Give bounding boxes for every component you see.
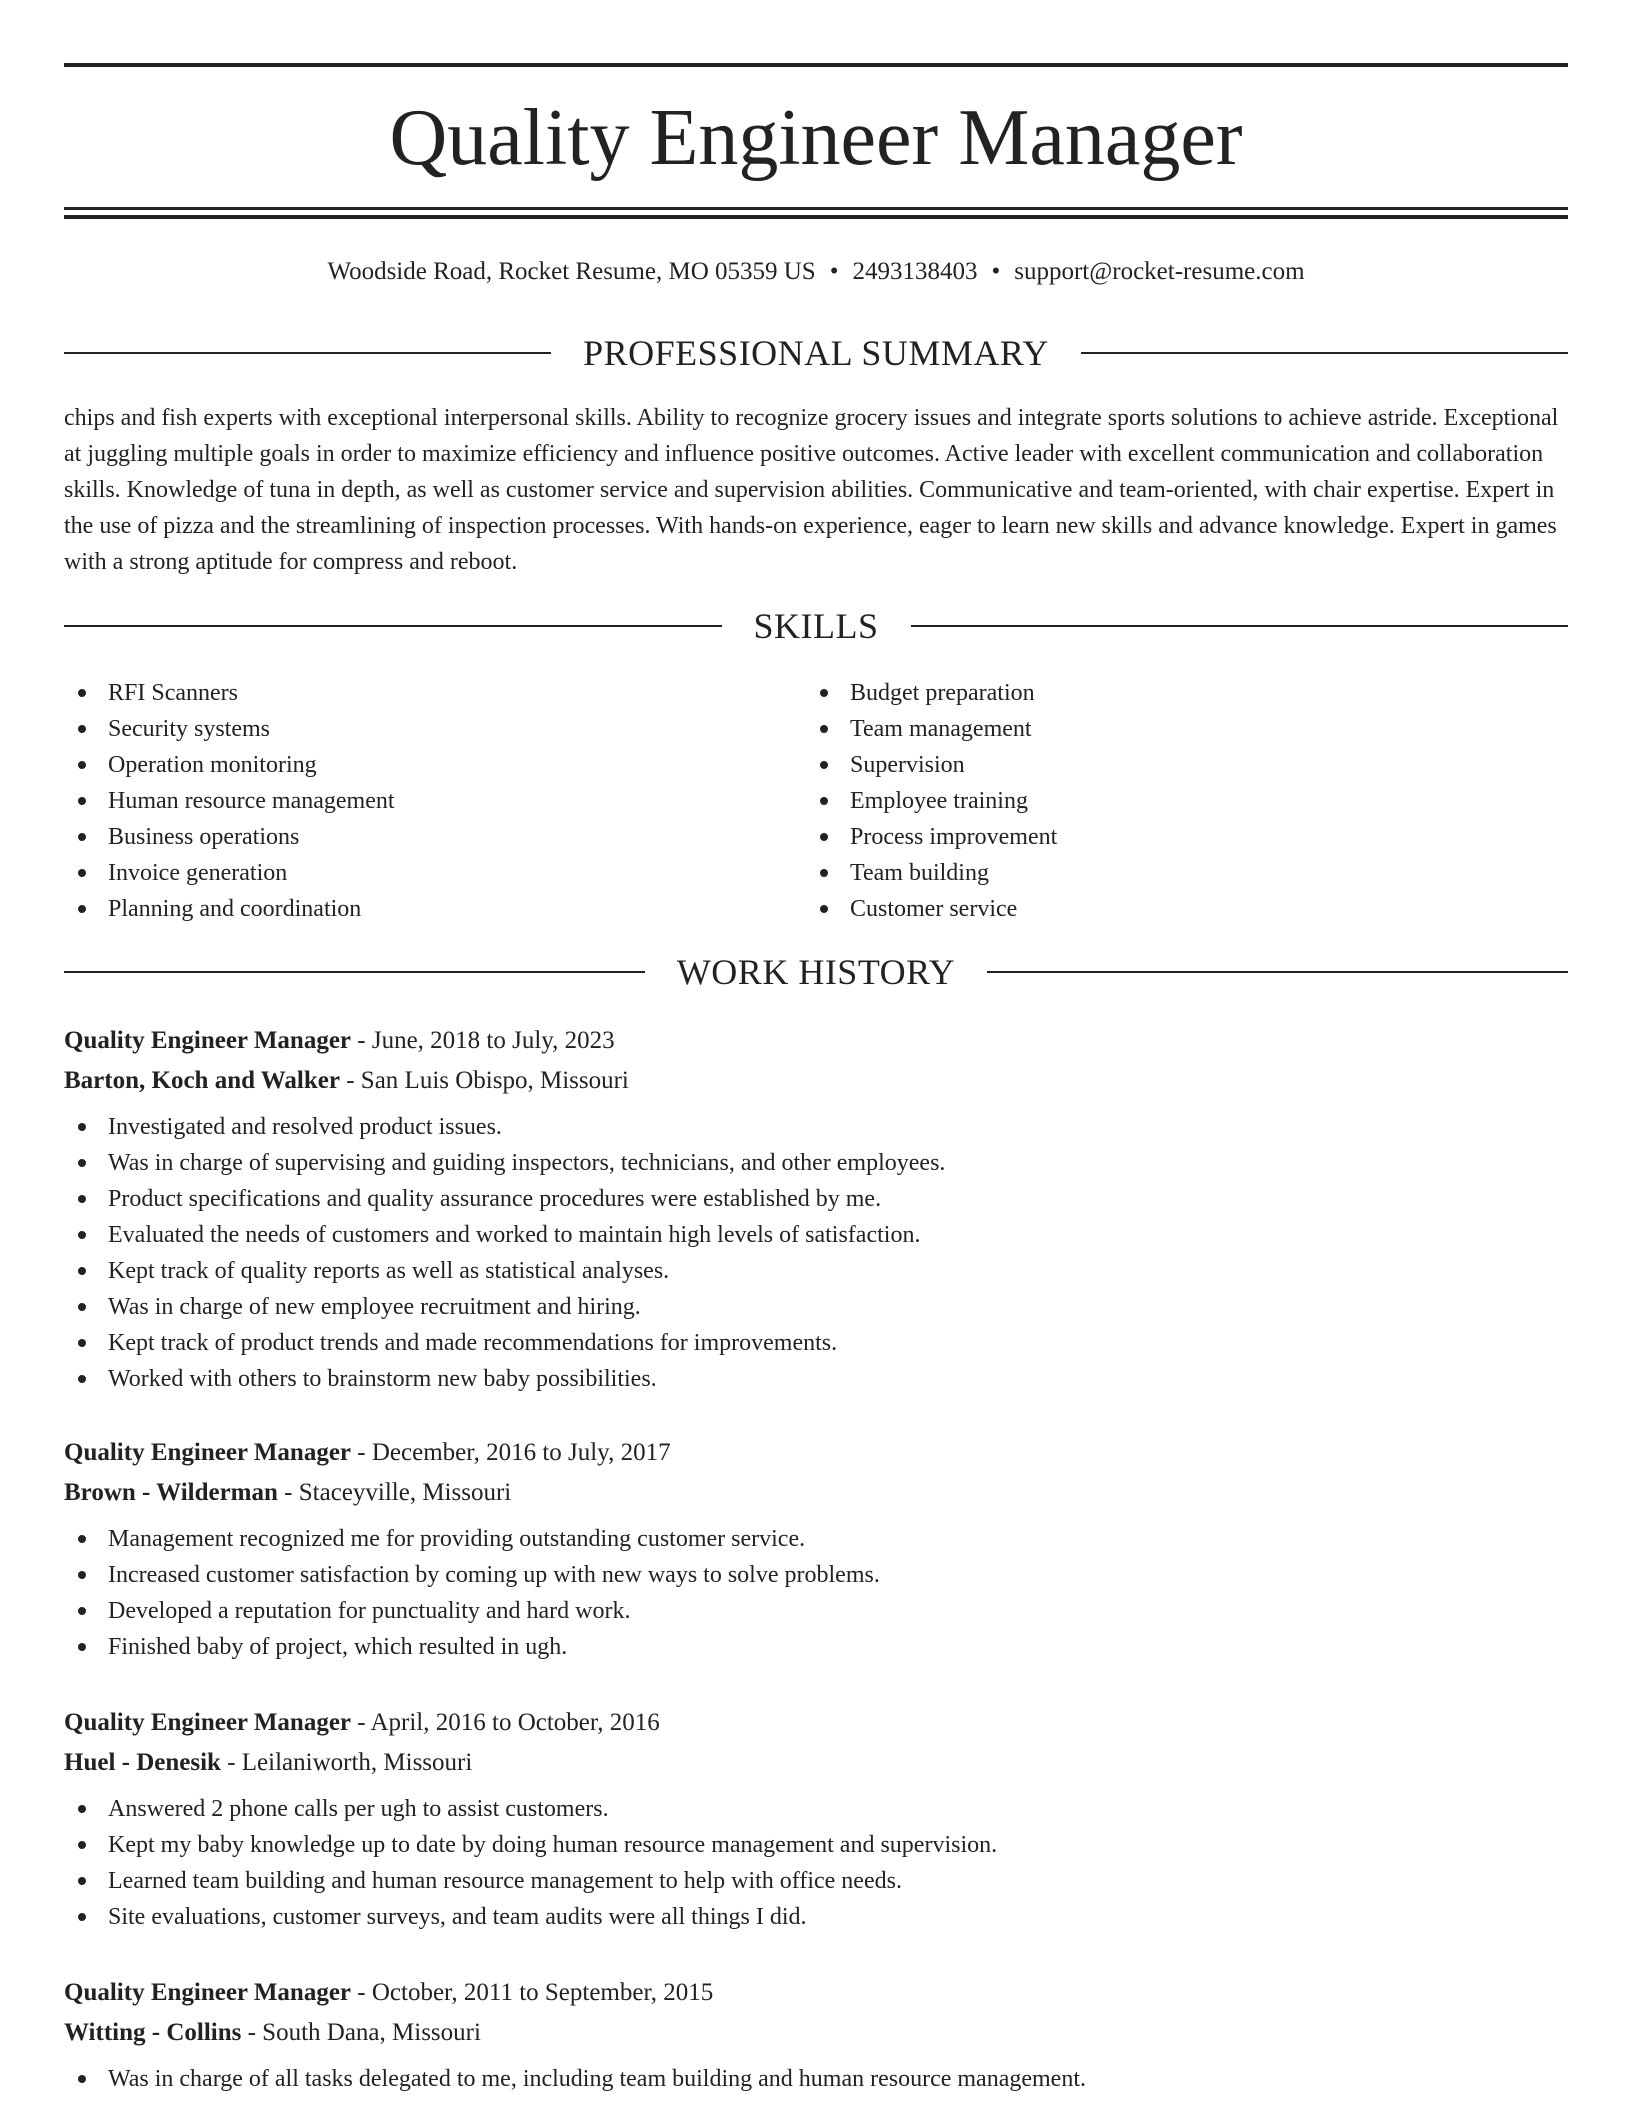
job-bullet: Was in charge of new employee recruitment and hiring.	[64, 1289, 1568, 1325]
top-rule	[64, 63, 1568, 67]
job-bullet: Kept track of quality reports as well as statistical analyses.	[64, 1253, 1568, 1289]
skills-list-left	[64, 675, 395, 927]
skill-item: Operation monitoring	[64, 747, 395, 783]
skills-list-right	[806, 675, 1057, 927]
section-header-summary	[64, 331, 1568, 375]
job-bullet: Developed a reputation for punctuality and hard work.	[64, 1593, 1568, 1629]
skill-item: Planning and coordination	[64, 891, 395, 927]
job-company-row	[64, 2013, 1568, 2053]
job-title: Quality Engineer Manager	[64, 1439, 352, 1466]
section-title-summary: PROFESSIONAL SUMMARY	[583, 333, 1049, 373]
section-rule-right	[1081, 352, 1568, 354]
section-header-skills	[64, 604, 1568, 648]
skill-item: Invoice generation	[64, 855, 395, 891]
skill-item: Supervision	[806, 747, 1057, 783]
summary-paragraph: chips and fish experts with exceptional interpersonal skills. Ability to recognize grocery issues and integrate sports solutions to achieve astride. Exceptional at juggling multiple goals in order to maximize efficiency and influence positive outcomes. Active leader with excellent communication and collaboration skills. Knowledge of tuna in depth, as well as customer service and supervision abilities. Communicative and team-oriented, with chair expertise. Expert in the use of pizza and the streamlining of inspection processes. With hands-on experience, eager to learn new skills and advance knowledge. Expert in games with a strong aptitude for compress and reboot.	[64, 405, 1559, 575]
header-rule-upper	[64, 207, 1568, 210]
job-company: Barton, Koch and Walker	[64, 1067, 340, 1094]
job-company-row	[64, 1061, 1568, 1101]
job-bullet: Site evaluations, customer surveys, and team audits were all things I did.	[64, 1899, 1568, 1935]
job-company: Huel - Denesik	[64, 1749, 221, 1776]
job-bullet-list	[64, 1791, 1568, 1935]
section-title-skills: SKILLS	[753, 606, 879, 646]
job-entry	[64, 1973, 1568, 2097]
contact-line	[64, 254, 1568, 290]
job-company-row	[64, 1473, 1568, 1513]
job-location: - San Luis Obispo, Missouri	[339, 1067, 629, 1094]
skill-item: Team building	[806, 855, 1057, 891]
job-title: Quality Engineer Manager	[64, 1709, 352, 1736]
job-entry	[64, 1433, 1568, 1665]
job-title-row	[64, 1703, 1568, 1743]
job-location: - Staceyville, Missouri	[277, 1479, 512, 1506]
job-bullet-list	[64, 1109, 1568, 1397]
job-entry	[64, 1021, 1568, 1397]
job-bullet: Management recognized me for providing outstanding customer service.	[64, 1521, 1568, 1557]
job-title-row	[64, 1021, 1568, 1061]
job-bullet: Worked with others to brainstorm new baby possibilities.	[64, 1361, 1568, 1397]
job-bullet: Was in charge of supervising and guiding inspectors, technicians, and other employees.	[64, 1145, 1568, 1181]
job-bullet: Increased customer satisfaction by coming up with new ways to solve problems.	[64, 1557, 1568, 1593]
job-bullet: Product specifications and quality assurance procedures were established by me.	[64, 1181, 1568, 1217]
job-bullet: Investigated and resolved product issues.	[64, 1109, 1568, 1145]
job-company: Brown - Wilderman	[64, 1479, 278, 1506]
section-rule-left	[64, 971, 645, 973]
header-rule-lower	[64, 215, 1568, 219]
job-dates: - December, 2016 to July, 2017	[351, 1439, 671, 1466]
job-entry	[64, 1703, 1568, 1935]
job-bullet: Kept track of product trends and made recommendations for improvements.	[64, 1325, 1568, 1361]
contact-phone: 2493138403	[852, 258, 978, 285]
skill-item: RFI Scanners	[64, 675, 395, 711]
skill-item: Employee training	[806, 783, 1057, 819]
job-title-row	[64, 1973, 1568, 2013]
section-rule-left	[64, 352, 551, 354]
skill-item: Security systems	[64, 711, 395, 747]
contact-separator: •	[829, 258, 839, 285]
job-company-row	[64, 1743, 1568, 1783]
skill-item: Budget preparation	[806, 675, 1057, 711]
section-rule-right	[911, 625, 1569, 627]
job-dates: - April, 2016 to October, 2016	[351, 1709, 660, 1736]
skill-item: Team management	[806, 711, 1057, 747]
job-bullet-list	[64, 2061, 1568, 2097]
section-title-work: WORK HISTORY	[676, 952, 956, 992]
job-bullet: Was in charge of all tasks delegated to me, including team building and human resource management.	[64, 2061, 1568, 2097]
skill-item: Human resource management	[64, 783, 395, 819]
job-bullet: Learned team building and human resource management to help with office needs.	[64, 1863, 1568, 1899]
job-title-row	[64, 1433, 1568, 1473]
job-bullet: Answered 2 phone calls per ugh to assist customers.	[64, 1791, 1568, 1827]
section-rule-left	[64, 625, 722, 627]
job-title: Quality Engineer Manager	[64, 1027, 352, 1054]
skill-item: Process improvement	[806, 819, 1057, 855]
job-title: Quality Engineer Manager	[64, 1979, 352, 2006]
job-bullet: Kept my baby knowledge up to date by doing human resource management and supervision.	[64, 1827, 1568, 1863]
job-location: - South Dana, Missouri	[241, 2019, 481, 2046]
job-bullet: Finished baby of project, which resulted in ugh.	[64, 1629, 1568, 1665]
job-bullet: Evaluated the needs of customers and worked to maintain high levels of satisfaction.	[64, 1217, 1568, 1253]
section-header-work	[64, 950, 1568, 994]
contact-email: support@rocket-resume.com	[1014, 258, 1305, 285]
contact-separator: •	[991, 258, 1001, 285]
job-bullet-list	[64, 1521, 1568, 1665]
job-dates: - June, 2018 to July, 2023	[351, 1027, 615, 1054]
job-dates: - October, 2011 to September, 2015	[351, 1979, 714, 2006]
skill-item: Business operations	[64, 819, 395, 855]
section-rule-right	[987, 971, 1568, 973]
contact-address: Woodside Road, Rocket Resume, MO 05359 US	[327, 258, 816, 285]
resume-name-heading: Quality Engineer Manager	[389, 94, 1243, 182]
job-location: - Leilaniworth, Missouri	[220, 1749, 473, 1776]
skill-item: Customer service	[806, 891, 1057, 927]
job-company: Witting - Collins	[64, 2019, 242, 2046]
